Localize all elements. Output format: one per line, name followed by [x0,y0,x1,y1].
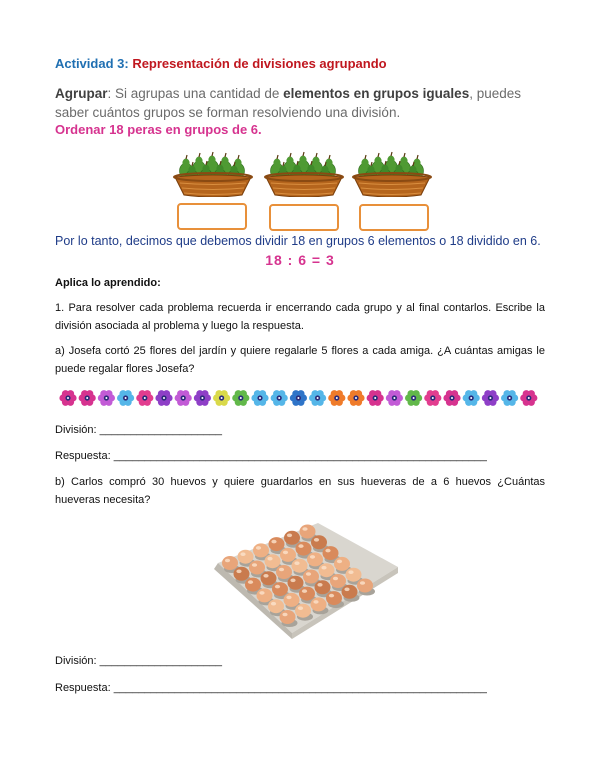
egg-highlight [256,546,261,550]
egg-icon [295,604,311,618]
division-label-b: División: [55,655,97,667]
egg-highlight [290,579,295,583]
flower-icon [271,390,288,406]
egg-icon [222,556,238,570]
activity-title [55,56,387,71]
flower-icon [367,390,384,406]
egg-highlight [333,577,338,581]
intro-paragraph [55,84,550,122]
flower-icon [136,390,153,406]
egg-icon [276,565,292,579]
egg-highlight [321,566,326,570]
egg-icon [334,557,350,571]
answer-box-1[interactable] [177,203,247,230]
egg-icon [265,554,281,568]
egg-icon [284,593,300,607]
flower-icon [175,390,192,406]
egg-icon [261,571,277,585]
egg-icon [296,542,312,556]
egg-icon [288,576,304,590]
egg-highlight [344,588,349,592]
egg-highlight [302,527,307,531]
egg-icon [280,548,296,562]
flower-icon [347,390,364,406]
flower-icon [328,390,345,406]
egg-highlight [240,552,245,556]
egg-highlight [287,534,292,538]
answer-row-b [55,679,487,697]
egg-highlight [298,544,303,548]
egg-icon [323,546,339,560]
flower-icon [443,390,460,406]
flowers-row [58,386,543,410]
egg-icon [342,585,358,599]
flower-icon [290,390,307,406]
egg-icon [311,535,327,549]
egg-highlight [252,563,257,567]
egg-highlight [294,561,299,565]
egg-highlight [282,613,287,617]
egg-icon [303,570,319,584]
division-line-a[interactable]: ____________________ [99,424,222,436]
egg-icon [272,582,288,596]
egg-highlight [306,572,311,576]
conclusion-text: Por lo tanto, decimos que debemos dividir 18 en grupos 6 elementos o 18 dividido en 6. [55,234,541,248]
flower-icon [501,390,518,406]
egg-icon [268,599,284,613]
flower-icon [194,390,211,406]
egg-icon [249,561,265,575]
egg-highlight [271,602,276,606]
problem-b: b) Carlos compró 30 huevos y quiere guardarlos en sus hueveras de a 6 huevos ¿Cuántas hueveras necesita? [55,476,545,506]
flower-icon [309,390,326,406]
egg-highlight [283,551,288,555]
flower-icon [251,390,268,406]
egg-icon [311,597,327,611]
flower-icon [232,390,249,406]
egg-icon [300,525,316,539]
egg-icon [346,568,362,582]
egg-icon [319,563,335,577]
answer-box-3[interactable] [359,204,429,231]
egg-icon [253,543,269,557]
egg-highlight [310,555,315,559]
egg-highlight [329,594,334,598]
egg-highlight [225,559,230,563]
flower-icon [155,390,172,406]
flower-icon [98,390,115,406]
basket-of-pears-icon [351,145,433,197]
egg-highlight [298,606,303,610]
egg-highlight [286,596,291,600]
flower-icon [482,390,499,406]
egg-icon [284,531,300,545]
egg-highlight [263,574,268,578]
egg-highlight [236,570,241,574]
egg-highlight [302,589,307,593]
division-label-a: División: [55,424,97,436]
egg-icon [238,550,254,564]
egg-icon [257,588,273,602]
egg-highlight [337,560,342,564]
egg-icon [307,552,323,566]
flower-icon [405,390,422,406]
egg-icon [269,537,285,551]
egg-highlight [275,585,280,589]
egg-highlight [325,549,330,553]
division-line-b[interactable]: ____________________ [99,655,222,667]
flower-icon [386,390,403,406]
egg-highlight [271,540,276,544]
egg-icon [245,578,261,592]
answer-label-b: Respuesta: [55,682,111,694]
egg-icon [280,610,296,624]
flower-icon [59,390,76,406]
activity-heading: Representación de divisiones agrupando [132,56,387,71]
division-equation: 18 : 6 = 3 [265,252,335,268]
flower-icon [117,390,134,406]
answer-row-a [55,447,487,465]
flower-icon [520,390,537,406]
intro-keyword: Agrupar [55,86,108,101]
basket-of-pears-icon [263,145,345,197]
division-row-b [55,652,222,670]
egg-highlight [348,570,353,574]
flower-icon [424,390,441,406]
practice-instructions: 1. Para resolver cada problema recuerda ir encerrando cada grupo y al final contarlos. Escribe la división asociada al problema y luego la respuesta. [55,302,545,332]
division-row-a [55,421,222,439]
egg-highlight [314,538,319,542]
intro-text-1: : Si agrupas una cantidad de [107,86,284,101]
intro-text-2: , puedes saber cuántos grupos se forman resolviendo una división. [55,86,521,120]
problem-a: a) Josefa cortó 25 flores del jardín y quiere regalarle 5 flores a cada amiga. ¿A cuántas amigas le puede regalar flores Josefa? [55,345,545,375]
answer-line-b[interactable]: _____________________________________________________________ [113,682,487,694]
answer-line-a[interactable]: _____________________________________________________________ [113,450,487,462]
egg-highlight [317,583,322,587]
egg-icon [357,579,373,593]
flower-icon [79,390,96,406]
egg-highlight [248,580,253,584]
egg-icon [299,587,315,601]
example-instruction: Ordenar 18 peras en grupos de 6. [55,122,262,137]
egg-icon [234,567,250,581]
egg-highlight [259,591,264,595]
egg-highlight [267,557,272,561]
practice-heading: Aplica lo aprendido: [55,277,161,289]
answer-label-a: Respuesta: [55,450,111,462]
egg-icon [315,580,331,594]
intro-bold-phrase: elementos en grupos iguales [283,86,470,101]
answer-box-2[interactable] [269,204,339,231]
egg-tray-image [200,515,400,640]
flower-icon [213,390,230,406]
egg-highlight [279,568,284,572]
activity-label: Actividad 3: [55,56,129,71]
egg-icon [330,574,346,588]
egg-highlight [360,581,365,585]
egg-icon [326,591,342,605]
egg-highlight [313,600,318,604]
flower-icon [463,390,480,406]
egg-icon [292,559,308,573]
basket-of-pears-icon [172,145,254,197]
